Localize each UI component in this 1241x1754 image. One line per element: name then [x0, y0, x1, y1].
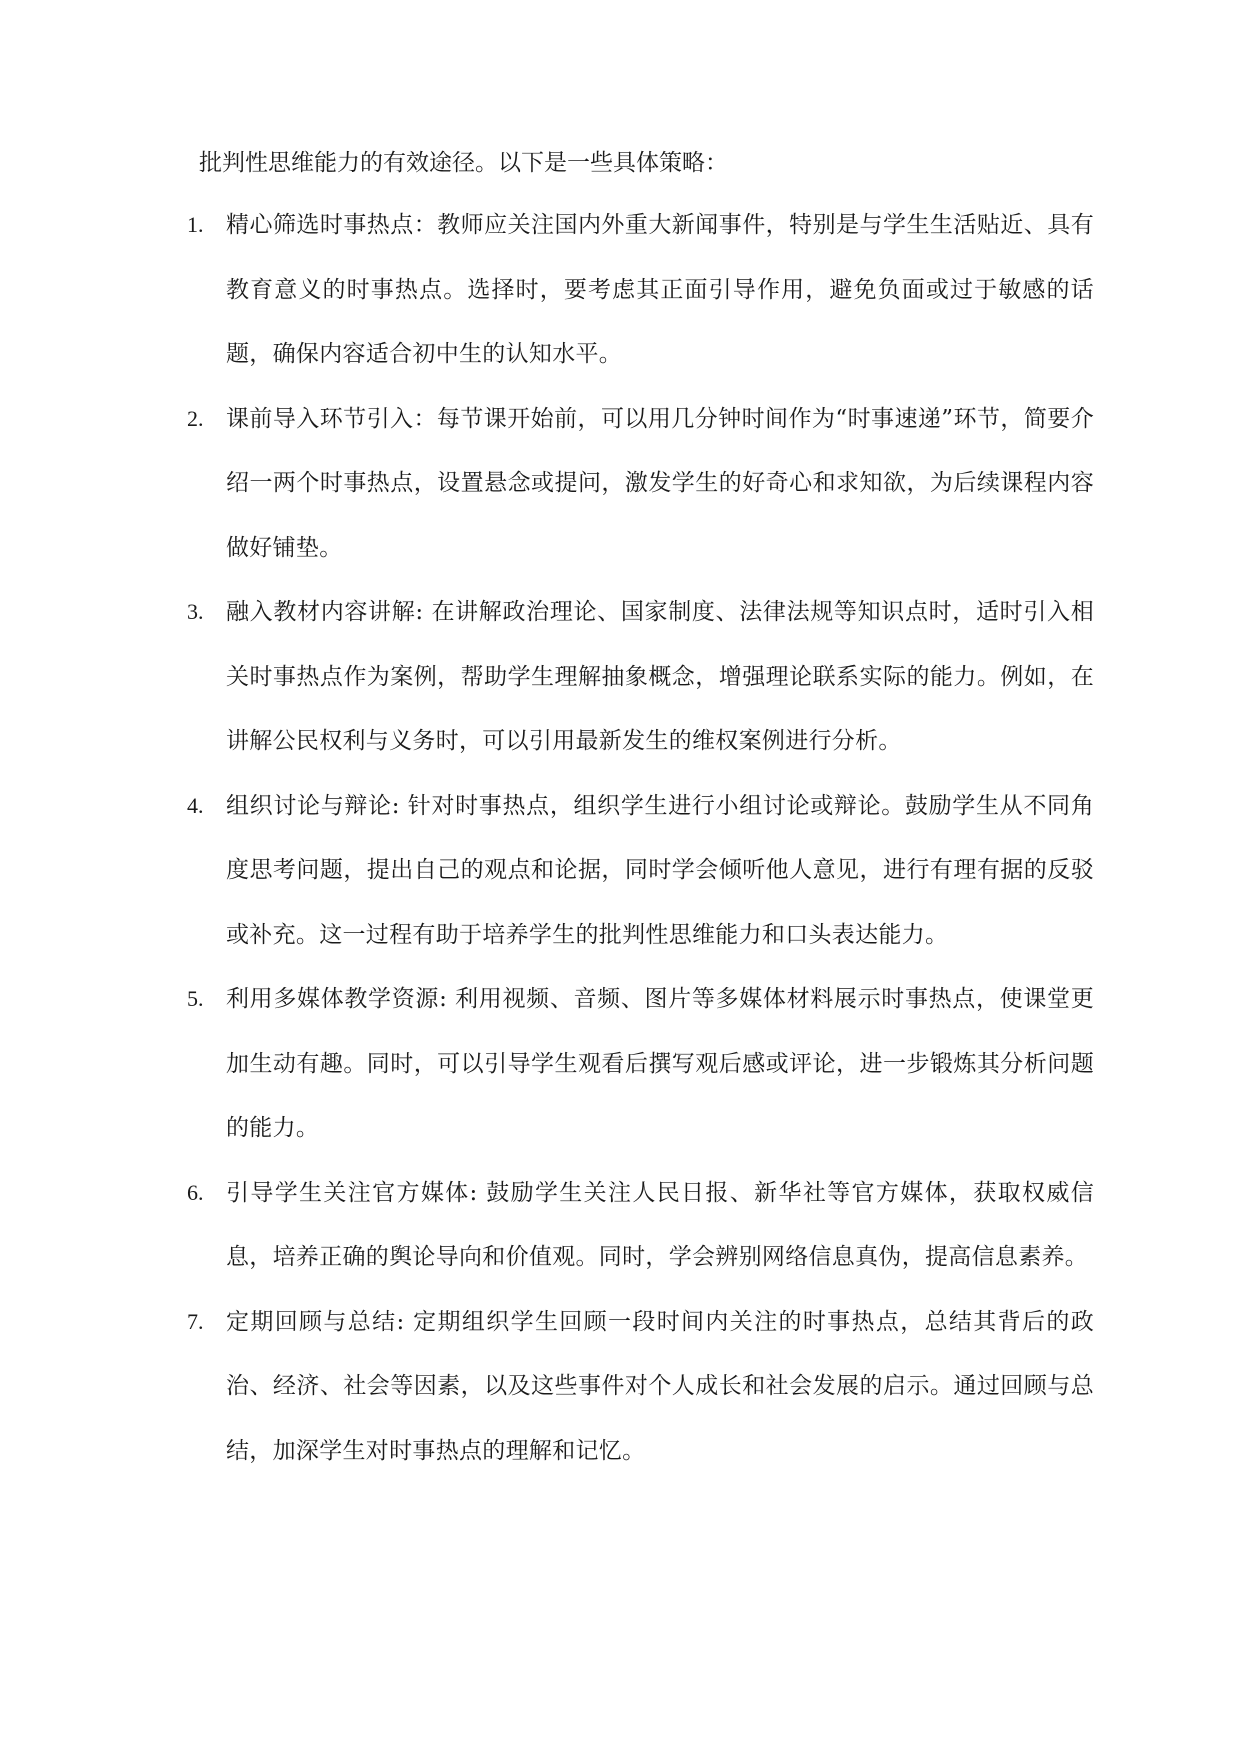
list-item: [0, 967, 1241, 1161]
list-item: [0, 193, 1241, 387]
list-item-number: 7.: [187, 1308, 204, 1334]
list-item-number: 1.: [187, 212, 204, 237]
list-item: [0, 580, 1241, 774]
strategy-list: [0, 193, 1241, 1483]
list-item-number: 4.: [187, 792, 204, 818]
list-item: [0, 774, 1241, 968]
intro-paragraph: 批判性思维能力的有效途径。以下是一些具体策略：: [199, 150, 728, 176]
list-item-text: 组织讨论与辩论: 针对时事热点，组织学生进行小组讨论或辩论。鼓励学生从不同角度思考问题，提出自己的观点和论据，同时学会倾听他人意见，进行有理有据的反驳或补充。这一过程有助于培养学生的批判性思维能力和口头表达能力。: [226, 792, 1094, 948]
list-item-text: 融入教材内容讲解: 在讲解政治理论、国家制度、法律法规等知识点时，适时引入相关时事热点作为案例，帮助学生理解抽象概念，增强理论联系实际的能力。例如，在讲解公民权利与义务时，可以引用最新发生的维权案例进行分析。: [226, 599, 1094, 754]
list-item: [0, 1290, 1241, 1484]
list-item-number: 6.: [187, 1179, 204, 1205]
list-item-text: 引导学生关注官方媒体: 鼓励学生关注人民日报、新华社等官方媒体，获取权威信息，培养正确的舆论导向和价值观。同时，学会辨别网络信息真伪，提高信息素养。: [226, 1179, 1094, 1270]
list-item-text: 课前导入环节引入：每节课开始前，可以用几分钟时间作为“时事速递”环节，简要介绍一两个时事热点，设置悬念或提问，激发学生的好奇心和求知欲，为后续课程内容做好铺垫。: [226, 405, 1094, 561]
list-item-number: 3.: [187, 599, 204, 624]
list-item-text: 精心筛选时事热点：教师应关注国内外重大新闻事件，特别是与学生生活贴近、具有教育意义的时事热点。选择时，要考虑其正面引导作用，避免负面或过于敏感的话题，确保内容适合初中生的认知水平。: [226, 212, 1094, 367]
list-item-number: 2.: [187, 405, 204, 431]
list-item-text: 利用多媒体教学资源: 利用视频、音频、图片等多媒体材料展示时事热点，使课堂更加生动有趣。同时，可以引导学生观看后撰写观后感或评论，进一步锻炼其分析问题的能力。: [226, 986, 1094, 1141]
list-item-number: 5.: [187, 986, 204, 1011]
list-item-text: 定期回顾与总结: 定期组织学生回顾一段时间内关注的时事热点，总结其背后的政治、经济、社会等因素，以及这些事件对个人成长和社会发展的启示。通过回顾与总结，加深学生对时事热点的理解和记忆。: [226, 1308, 1094, 1464]
list-item: [0, 387, 1241, 581]
list-item: [0, 1161, 1241, 1290]
